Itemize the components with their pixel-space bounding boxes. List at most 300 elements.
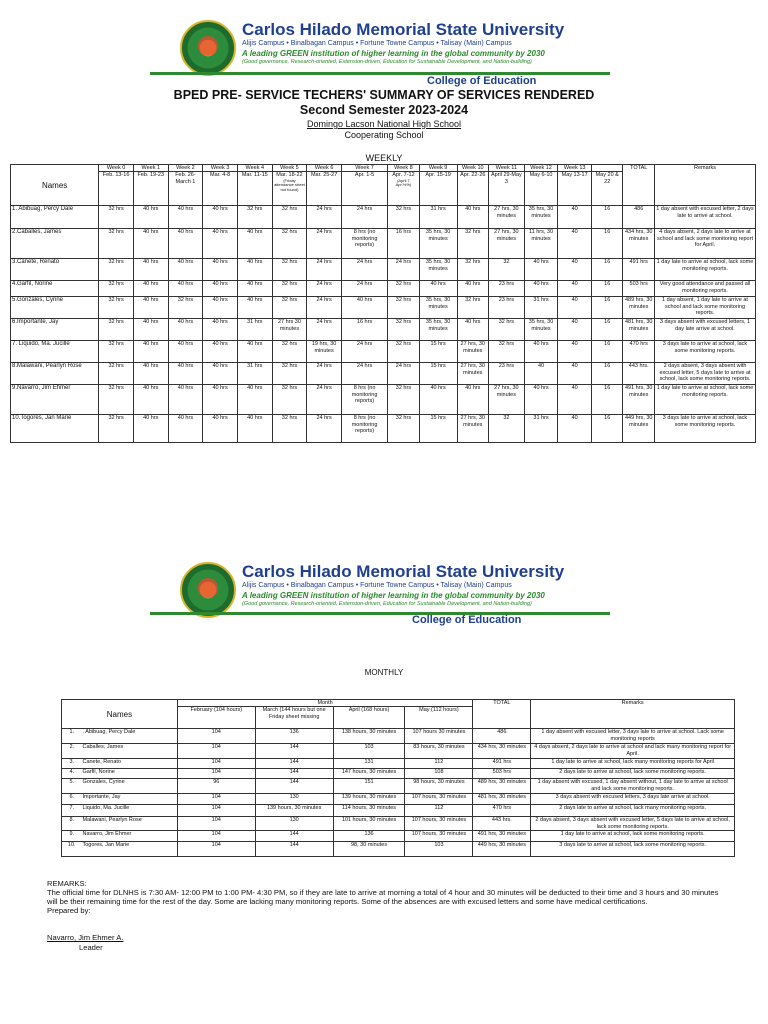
row-number: 5. [62,779,82,794]
week-header: Week 8 [388,165,420,172]
weekly-hours-cell: 23 hrs [489,363,525,385]
weekly-hours-cell: 32 hrs [168,297,203,319]
weekly-hours-cell: 16 [591,297,623,319]
total-cell: 443 hrs. [623,363,655,385]
student-name: 9.Navarro, Jim Ehmer [11,385,99,415]
monthly-table-body [62,700,735,857]
weekly-hours-cell: 35 hrs, 30 minutes [419,319,457,341]
college-name: College of Education [412,614,522,626]
week-dates [524,172,558,206]
total-header: TOTAL [623,165,655,206]
monthly-hours-cell: 136 [333,830,405,841]
month-header: Month [177,700,473,707]
week-date-range: April 29-May 3 [490,172,522,185]
weekly-hours-cell: 40 hrs [457,206,489,229]
monthly-hours-cell: 130 [255,817,333,831]
monthly-hours-cell: 96 [177,779,255,794]
weekly-hours-cell: 40 [558,415,592,443]
week-dates [457,172,489,206]
weekly-hours-cell: 24 hrs [388,363,420,385]
monthly-hours-cell: 104 [177,805,255,817]
monthly-hours-cell: 107 hours, 30 minutes [405,817,473,831]
table-row [11,415,756,443]
weekly-hours-cell: 15 hrs [419,415,457,443]
student-name: Garfil, Norine [81,769,177,779]
week-header: Week 13 [558,165,592,172]
weekly-hours-cell: 16 [591,363,623,385]
monthly-hours-cell: 131 [333,759,405,769]
weekly-hours-cell: 40 hrs [457,385,489,415]
header-divider [150,72,610,75]
monthly-hours-cell: 138 hours, 30 minutes [333,729,405,744]
weekly-hours-cell: 27 hrs, 30 minutes [457,341,489,363]
weekly-hours-cell: 40 hrs [419,281,457,297]
total-cell: 486 [473,729,531,744]
weekly-hours-cell: 32 hrs [388,385,420,415]
weekly-hours-cell: 8 hrs (no monitoring reports) [341,229,387,259]
remarks-cell: 4 days absent, 2 days late to arrive at school and lack some monitoring report for April. [654,229,755,259]
monthly-hours-cell: 101 hours, 30 minutes [333,817,405,831]
week-header: Week 7 [341,165,387,172]
monthly-hours-cell: 130 [255,794,333,805]
weekly-hours-cell: 40 [558,341,592,363]
weekly-hours-cell: 32 hrs [388,206,420,229]
week-header: Week 1 [133,165,168,172]
weekly-hours-cell: 27 hrs, 30 minutes [489,206,525,229]
monthly-hours-cell: 107 hours, 30 minutes [405,794,473,805]
document-title: BPED PRE- SERVICE TECHERS' SUMMARY OF SERVICES RENDERED [173,88,595,102]
weekly-hours-cell: 24 hrs [307,363,342,385]
weekly-hours-cell: 40 hrs [203,281,238,297]
row-number: 9. [62,830,82,841]
total-cell: 503 hrs [623,281,655,297]
monthly-hours-cell: 112 [405,805,473,817]
weekly-hours-cell: 40 hrs [457,319,489,341]
remarks-header: Remarks [654,165,755,206]
weekly-hours-cell: 32 hrs [388,415,420,443]
row-number: 7. [62,805,82,817]
university-header-1 [180,18,590,78]
weekly-hours-cell: 32 hrs [489,319,525,341]
monthly-hours-cell: 83 hours, 30 minutes [405,744,473,759]
weekly-hours-cell: 32 hrs [388,341,420,363]
weekly-hours-cell: 40 hrs [133,341,168,363]
total-cell: 489 hrs, 30 minutes [473,779,531,794]
weekly-hours-cell: 40 hrs [133,297,168,319]
table-row [11,297,756,319]
weekly-table-body [11,165,756,443]
weekly-hours-cell: 16 [591,385,623,415]
weekly-hours-cell: 32 hrs [99,385,134,415]
week-date-range: Apr. 7-12 [392,172,415,179]
weekly-hours-cell: 32 hrs [99,319,134,341]
weekly-hours-cell: 16 hrs [388,229,420,259]
weekly-hours-cell: 27 hrs, 30 minutes [457,415,489,443]
row-number: 3. [62,759,82,769]
table-row [11,363,756,385]
prepared-by-label: Prepared by: [47,906,91,916]
week-dates [99,172,134,206]
cooperating-school-label: Cooperating School [344,130,424,140]
weekly-hours-cell: 32 hrs [457,259,489,281]
weekly-hours-cell: 40 hrs [168,281,203,297]
monthly-hours-cell: 147 hours, 30 minutes [333,769,405,779]
weekly-hours-cell: 32 hrs [99,297,134,319]
week-date-range: May 20 & 22 [595,172,619,185]
week-header: Week 4 [237,165,272,172]
week-date-note: (April 7 Apr.%%) [395,177,412,188]
university-name: Carlos Hilado Memorial State University [242,20,565,39]
week-dates [489,172,525,206]
university-seal-icon [180,20,236,76]
weekly-hours-cell: 35 hrs, 30 minutes [419,297,457,319]
weekly-hours-cell: 27 hrs, 30 minutes [489,229,525,259]
weekly-hours-cell: 32 hrs [272,281,307,297]
weekly-hours-cell: 40 hrs [524,259,558,281]
week-date-range: Mar. 18-22 [276,172,303,179]
weekly-hours-cell: 40 [558,363,592,385]
total-cell: 489 hrs, 30 minutes [623,297,655,319]
weekly-hours-cell: 40 hrs [133,281,168,297]
weekly-hours-cell: 32 hrs [457,297,489,319]
week-dates [419,172,457,206]
remarks-section [47,879,727,952]
table-row [62,744,735,759]
monthly-hours-cell: 144 [255,830,333,841]
weekly-hours-cell: 24 hrs [307,385,342,415]
university-header-2 [180,560,590,620]
week-dates [591,172,623,206]
remarks-cell: 1 day late to arrive at school, lack many monitoring reports for April [531,759,735,769]
monthly-hours-cell: 104 [177,794,255,805]
names-header: Names [62,700,178,729]
remarks-cell: 1 day late to arrive at school, lack some monitoring reports. [531,830,735,841]
student-name: Liquido, Ma. Jucille [81,805,177,817]
monthly-hours-cell: 104 [177,729,255,744]
weekly-hours-cell: 16 hrs [341,319,387,341]
names-header: Names [11,165,99,206]
total-cell: 443 hrs. [473,817,531,831]
monthly-hours-cell: 136 [255,729,333,744]
total-cell: 470 hrs [473,805,531,817]
weekly-hours-cell: 40 hrs [203,341,238,363]
total-cell: 434 hrs, 30 minutes [623,229,655,259]
weekly-hours-cell: 40 hrs [133,319,168,341]
monthly-hours-cell: 139 hours, 30 minutes [333,794,405,805]
monthly-hours-cell: 139 hours, 30 minutes [255,805,333,817]
remarks-label: REMARKS: [47,879,87,888]
month-name: April (168 hours) [333,707,405,729]
weekly-hours-cell: 32 hrs [237,206,272,229]
table-row [62,830,735,841]
week-date-range: Mar. 11-15 [241,172,268,179]
total-cell: 491 hrs, 30 minutes [473,830,531,841]
week-dates [341,172,387,206]
remarks-cell: 3 days late to arrive at school, lack some monitoring reports. [654,415,755,443]
weekly-hours-cell: 40 hrs [133,229,168,259]
weekly-hours-cell: 35 hrs, 30 minutes [524,319,558,341]
total-header: TOTAL [473,700,531,729]
university-seal-icon [180,562,236,618]
weekly-hours-cell: 32 hrs [489,341,525,363]
week-date-range: Apr. 1-5 [354,172,375,179]
remarks-cell: 2 days absent, 3 days absent with excused letter, 5 days late to arrive at school, lack some monitoring reports. [531,817,735,831]
weekly-hours-cell: 40 hrs [133,415,168,443]
week-date-range: Apr. 15-19 [425,172,451,179]
weekly-hours-cell: 40 hrs [237,385,272,415]
row-number: 8. [62,817,82,831]
weekly-hours-cell: 40 hrs [168,415,203,443]
weekly-hours-cell: 40 hrs [419,385,457,415]
monthly-hours-cell: 108 [405,769,473,779]
weekly-hours-cell: 32 hrs [99,229,134,259]
university-campuses: Alijis Campus • Binalbagan Campus • Fortune Towne Campus • Talisay (Main) Campus [242,582,512,589]
weekly-hours-cell: 31 hrs [237,363,272,385]
week-dates [168,172,203,206]
university-campuses: Alijis Campus • Binalbagan Campus • Fortune Towne Campus • Talisay (Main) Campus [242,40,512,47]
monthly-hours-cell: 144 [255,841,333,856]
monthly-hours-cell: 112 [405,759,473,769]
weekly-hours-cell: 16 [591,281,623,297]
total-cell: 503 hrs [473,769,531,779]
table-row [62,779,735,794]
weekly-label: WEEKLY [365,153,403,163]
weekly-hours-cell: 40 hrs [168,363,203,385]
remarks-text: The official time for DLNHS is 7:30 AM- 12:00 PM to 1:00 PM- 4:30 PM, so if they are late to arrive at morning a total of 4 hour and 30 minutes will be deducted to their time and 3 hours and 30 minutes will be their remaining time for the rest of the day. Some are lacking many monitoring reports. Some of the absences are with excused letters and some have medical certifications. [47,888,719,907]
week-header: Week 0 [99,165,134,172]
weekly-hours-cell: 23 hrs [489,297,525,319]
university-motto-sub: (Good governance, Research-oriented, Extension-driven, Education for Sustainable Development, and Nation-building) [242,59,532,65]
remarks-cell: Very good attendance and passed all monitoring reports. [654,281,755,297]
weekly-hours-cell: 24 hrs [307,415,342,443]
week-date-range: Feb. 19-23 [137,172,165,179]
table-row [11,319,756,341]
preparer-role: Leader [79,942,103,952]
weekly-hours-cell: 32 hrs [272,229,307,259]
weekly-hours-cell: 40 [558,297,592,319]
weekly-hours-cell: 40 hrs [524,385,558,415]
weekly-hours-cell: 40 hrs [168,385,203,415]
weekly-hours-cell: 40 [558,206,592,229]
weekly-hours-cell: 32 hrs [272,206,307,229]
weekly-hours-cell: 24 hrs [307,259,342,281]
remarks-cell: 3 days late to arrive at school, lack some monitoring reports. [654,341,755,363]
table-row [62,759,735,769]
weekly-hours-cell: 24 hrs [307,229,342,259]
weekly-hours-cell: 16 [591,415,623,443]
table-row [62,769,735,779]
month-name: May (112 hours) [405,707,473,729]
table-row [11,341,756,363]
total-cell: 449 hrs, 30 minutes [623,415,655,443]
weekly-hours-cell: 24 hrs [341,341,387,363]
weekly-hours-cell: 40 hrs [524,341,558,363]
table-row [11,206,756,229]
week-header: Week 2 [168,165,203,172]
total-cell: 481 hrs, 30 minutes [623,319,655,341]
week-dates [133,172,168,206]
remarks-header: Remarks [531,700,735,729]
weekly-hours-cell: 16 [591,319,623,341]
weekly-hours-cell: 40 hrs [203,385,238,415]
week-dates [203,172,238,206]
table-row [11,229,756,259]
student-name: Importante, Jay [81,794,177,805]
weekly-hours-cell: 32 hrs [272,297,307,319]
weekly-hours-cell: 40 [558,259,592,281]
weekly-hours-cell: 35 hrs, 30 minutes [524,206,558,229]
weekly-hours-cell: 32 hrs [99,281,134,297]
monthly-hours-cell: 103 [405,841,473,856]
weekly-hours-cell: 40 hrs [203,206,238,229]
weekly-hours-cell: 32 hrs [99,341,134,363]
total-cell: 449 hrs, 30 minutes [473,841,531,856]
weekly-hours-cell: 24 hrs [307,206,342,229]
remarks-cell: 2 days absent, 3 days absent with excused letter, 5 days late to arrive at school, lack some monitoring reports. [654,363,755,385]
weekly-hours-cell: 27 hrs, 30 minutes [457,363,489,385]
weekly-hours-cell: 24 hrs [307,297,342,319]
weekly-hours-cell: 40 hrs [203,259,238,281]
monthly-hours-cell: 103 [333,744,405,759]
week-header: Week 12 [524,165,558,172]
remarks-cell: 1 day absent with excused letter, 3 days late to arrive at school. Lack some monitoring reports [531,729,735,744]
monthly-hours-cell: 104 [177,841,255,856]
week-date-range: Apr. 22-26 [460,172,486,179]
remarks-cell: 1 day absent, 1 day late to arrive at school and lack some monitoring reports. [654,297,755,319]
college-name: College of Education [427,75,537,87]
preparer-name: Navarro, Jim Ehmer A. [47,933,124,943]
weekly-hours-cell: 24 hrs [388,259,420,281]
remarks-cell: 2 days late to arrive at school, lack some monitoring reports. [531,769,735,779]
student-name: Malawani, Pearlyn Rose [81,817,177,831]
row-number: 10. [62,841,82,856]
student-name: 5.Gonzales, Cyrine [11,297,99,319]
table-row [11,385,756,415]
total-cell: 491 hrs [623,259,655,281]
remarks-cell: 4 days absent, 2 days late to arrive at school and lack many monitoring report for April. [531,744,735,759]
total-cell: 470 hrs [623,341,655,363]
monthly-hours-cell: 104 [177,817,255,831]
week-header [591,165,623,172]
month-name: February (104 hours) [177,707,255,729]
student-name: Gonzales, Cyrine [81,779,177,794]
weekly-hours-cell: 16 [591,206,623,229]
week-date-range: May 6-10 [529,172,553,179]
weekly-hours-cell: 32 hrs [457,229,489,259]
monthly-header-row [62,700,735,707]
weekly-hours-cell: 40 hrs [133,363,168,385]
student-name: 1. Abibuag, Percy Dale [11,206,99,229]
monthly-hours-cell: 104 [177,744,255,759]
monthly-hours-cell: 144 [255,779,333,794]
weekly-hours-cell: 40 hrs [237,229,272,259]
table-row [11,259,756,281]
weekly-hours-cell: 32 hrs [272,415,307,443]
weekly-hours-cell: 40 hrs [133,259,168,281]
weekly-hours-cell: 40 hrs [524,281,558,297]
weekly-hours-cell: 32 hrs [99,259,134,281]
week-header: Week 5 [272,165,307,172]
weekly-hours-cell: 8 hrs (no monitoring reports) [341,385,387,415]
weekly-hours-cell: 40 hrs [457,281,489,297]
monthly-hours-cell: 98 hours, 30 minutes [405,779,473,794]
weekly-hours-cell: 8 hrs (no monitoring reports) [341,415,387,443]
total-cell: 434 hrs, 30 minutes [473,744,531,759]
table-row [11,281,756,297]
remarks-cell: 3 days absent with excused letters, 1 day late arrive at school. [654,319,755,341]
university-name: Carlos Hilado Memorial State University [242,562,565,581]
week-date-range: Mar. 4-8 [210,172,231,179]
week-date-range: May 13-17 [561,172,588,179]
monthly-hours-cell: 114 hours, 30 minutes [333,805,405,817]
university-motto: A leading GREEN institution of higher learning in the global community by 2030 [242,49,545,58]
week-header: Week 10 [457,165,489,172]
weekly-hours-cell: 40 [558,319,592,341]
table-row [62,794,735,805]
weekly-hours-cell: 32 [489,415,525,443]
monthly-hours-cell: 144 [255,769,333,779]
student-name: Canete, Renato [81,759,177,769]
student-name: 7. Liquido, Ma. Jucille [11,341,99,363]
total-cell: 486 [623,206,655,229]
weekly-hours-cell: 40 hrs [203,319,238,341]
week-dates [388,172,420,206]
weekly-hours-cell: 16 [591,259,623,281]
student-name: 4.Garfil, Norine [11,281,99,297]
month-name: March (144 hours but one Friday sheet missing [255,707,333,729]
weekly-hours-cell: 19 hrs, 30 minutes [307,341,342,363]
row-number: 1. [62,729,82,744]
student-name: 2.Caballes, James [11,229,99,259]
weekly-hours-cell: 35 hrs, 30 minutes [419,229,457,259]
remarks-cell: 1 day late to arrive at school, lack some monitoring reports. [654,385,755,415]
remarks-cell: 2 days late to arrive at school, lack many monitoring reports. [531,805,735,817]
student-name: 10.Togores, Jan Marie [11,415,99,443]
weekly-hours-cell: 32 [489,259,525,281]
weekly-hours-cell: 24 hrs [341,363,387,385]
weekly-hours-cell: 24 hrs [341,206,387,229]
student-name: . Abibuag, Percy Dale [81,729,177,744]
student-name: 3.Canete, Renato [11,259,99,281]
weekly-hours-cell: 15 hrs [419,363,457,385]
row-number: 2. [62,744,82,759]
weekly-hours-cell: 32 hrs [99,363,134,385]
weekly-hours-cell: 40 hrs [237,297,272,319]
weekly-hours-cell: 23 hrs [489,281,525,297]
semester: Second Semester 2023-2024 [299,103,469,117]
week-date-range: Mar. 25-27 [310,172,338,179]
monthly-hours-cell: 104 [177,759,255,769]
week-dates [272,172,307,206]
monthly-hours-cell: 144 [255,759,333,769]
week-dates [237,172,272,206]
weekly-table [10,164,756,443]
weekly-hours-cell: 32 hrs [388,297,420,319]
weekly-hours-cell: 40 hrs [168,319,203,341]
week-dates [558,172,592,206]
weekly-hours-cell: 40 [558,385,592,415]
weekly-hours-cell: 27 hrs 30 minutes [272,319,307,341]
student-name: 8.Malawani, Pearlyn Rose [11,363,99,385]
total-cell: 491 hrs [473,759,531,769]
weekly-hours-cell: 31 hrs [419,206,457,229]
weekly-hours-cell: 16 [591,341,623,363]
weekly-hours-cell: 24 hrs [307,281,342,297]
weekly-hours-cell: 32 hrs [99,206,134,229]
table-row [62,729,735,744]
row-number: 4. [62,769,82,779]
remarks-cell: 1 day absent with excused letter, 2 days late to arrive at school. [654,206,755,229]
